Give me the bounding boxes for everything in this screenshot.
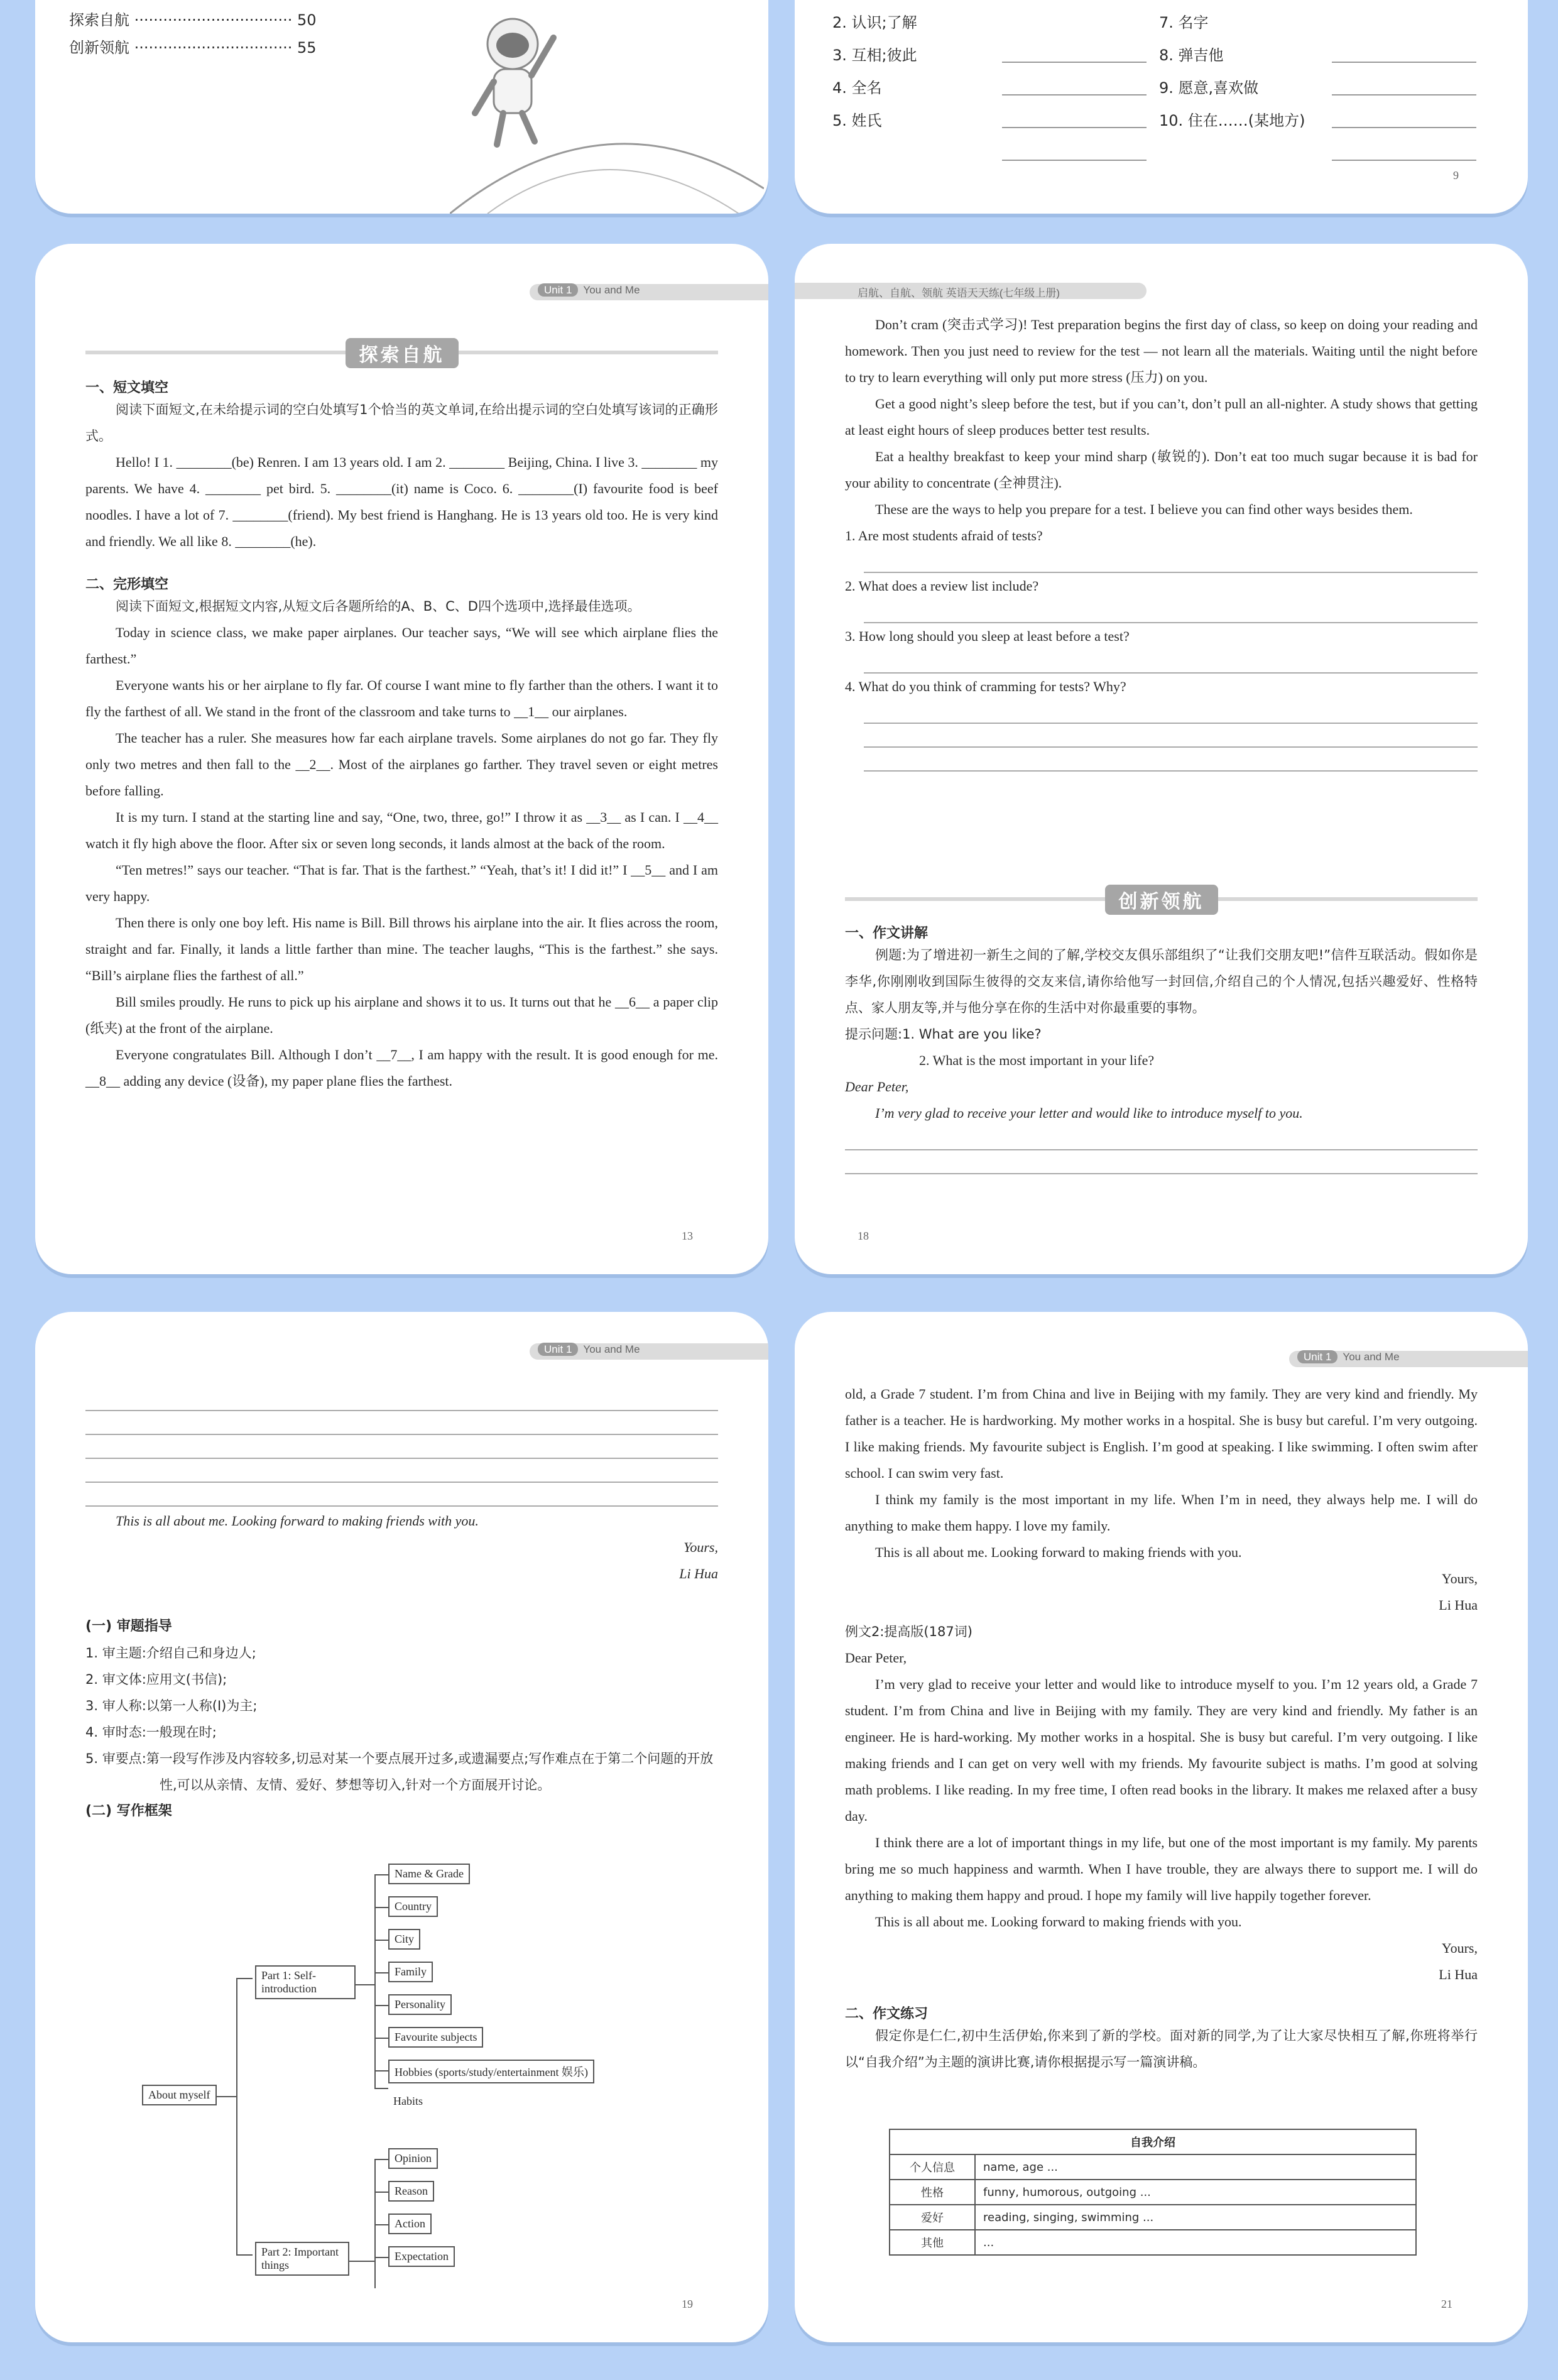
table-row: 性格 funny, humorous, outgoing ... (890, 2180, 1416, 2205)
table-title: 自我介绍 (890, 2129, 1416, 2154)
banner-label: 创新领航 (1105, 885, 1218, 915)
tree-leaf: Action (388, 2214, 432, 2234)
frame-title: (二) 写作框架 (85, 1803, 172, 1819)
paragraph: Get a good night’s sleep before the test, but if you can’t, don’t pull an all-nighter. A study shows that getting at least eight hours of sleep produces better test results. (845, 396, 1478, 438)
yours: Yours, (1441, 1940, 1478, 1956)
page-vocab (795, 0, 1528, 214)
letter-opening: I’m very glad to receive your letter and would like to introduce myself to you. (875, 1105, 1303, 1121)
section-title: 一、作文讲解 (845, 925, 929, 941)
paragraph: This is all about me. Looking forward to making friends with you. (875, 1544, 1242, 1560)
answer-line[interactable] (864, 650, 1478, 674)
example-prompt: 例题:为了增进初一新生之间的了解,学校交友俱乐部组织了“让我们交朋友吧!”信件互联活动。假如你是李华,你刚刚收到国际生彼得的交友来信,请你给他写一封回信,介绍自己的个人情况,包括兴趣爱好、性格特点、家人朋友等,并与他分享在你的生活中对你最重要的事物。 (845, 947, 1478, 1015)
writing-line[interactable] (845, 1127, 1478, 1150)
writing-line[interactable] (85, 1483, 718, 1507)
signature: Li Hua (1439, 1597, 1478, 1613)
prompt-questions: 提示问题:1. What are you like? (845, 1027, 1042, 1042)
info-table (889, 2129, 1417, 2256)
writing-lines (85, 1387, 718, 1507)
paragraph: Today in science class, we make paper airplanes. Our teacher says, “We will see which airplane flies the farthest.” (85, 625, 718, 667)
toc-item: 探索自航 ································· 50 (69, 11, 317, 29)
paragraph: Then there is only one boy left. His name is Bill. Bill throws his airplane into the air. It flies across the room, straight and far. Finally, it lands a little farther than mine. The teacher laughs, “This is the farthest.” she says. “Bill’s airplane flies the farthest of all.” (85, 915, 718, 983)
paragraph: I’m very glad to receive your letter and would like to introduce myself to you. I’m 12 years old, a Grade 7 student. I’m from China and live in Beijing with my family. They are very kind and friendly. My father is an engineer. He is hard-working. My mother works in a hospital. She is busy but careful. I’m very outgoing. I like making friends and I can get on very well with my friends. My favourite subject is maths. I’m good at solving math problems. I like reading. In my free time, I often read books in the library. It makes me relaxed after a busy day. (845, 1676, 1478, 1824)
tree-part2: Part 2: Important things (255, 2242, 349, 2276)
vocab-right-lines (1332, 30, 1476, 161)
paragraph: I think there are a lot of important things in my life, but one of the most important is my family. My parents bring me so much happiness and warmth. When I have trouble, they are always there to support me. I will do anything to making them happy and proud. I hope my family will live happily together forever. (845, 1835, 1478, 1903)
answer-line[interactable] (864, 599, 1478, 623)
question: 3. How long should you sleep at least before a test? (845, 628, 1130, 644)
content (845, 312, 1478, 772)
writing-line[interactable] (85, 1459, 718, 1483)
tree-root: About myself (142, 2085, 217, 2105)
writing-line[interactable] (845, 1150, 1478, 1174)
paragraph: I think my family is the most important in my life. When I’m in need, they always help me. I will do anything to make them happy. I love my family. (845, 1492, 1478, 1534)
section-title: 一、短文填空 (85, 380, 169, 396)
content (85, 377, 718, 1094)
prompt-question-2: 2. What is the most important in your life? (919, 1052, 1155, 1068)
guide-item: 4. 审时态:一般现在时; (85, 1725, 217, 1740)
paragraph: It is my turn. I stand at the starting line and say, “One, two, three, go!” I throw it as __3__ as I can. I __4__ watch it fly high above the floor. After six or seven long seconds, it lands almost at the back of the room. (85, 809, 718, 851)
page-number: 18 (858, 1230, 869, 1242)
vocab-item: 8. 弹吉他 (1159, 46, 1224, 64)
tree-leaf: City (388, 1929, 420, 1950)
example2-title: 例文2:提高版(187词) (845, 1624, 972, 1639)
answer-line[interactable] (864, 700, 1478, 724)
tree-leaf: Reason (388, 2181, 434, 2202)
signature: Li Hua (1439, 1967, 1478, 1982)
instruction: 阅读下面短文,根据短文内容,从短文后各题所给的A、B、C、D四个选项中,选择最佳选项。 (116, 599, 641, 614)
banner-chuangxin (845, 885, 1478, 912)
vocab-item: 3. 互相;彼此 (832, 46, 917, 64)
banner-label: 探索自航 (346, 338, 459, 368)
tree-leaf: Favourite subjects (388, 2027, 483, 2048)
answer-line[interactable] (864, 724, 1478, 748)
tree-leaf: Habits (388, 2092, 428, 2110)
page-toc (35, 0, 768, 214)
tree-leaf: Hobbies (sports/study/entertainment 娱乐) (388, 2060, 594, 2083)
tree-part1: Part 1: Self-introduction (255, 1965, 356, 1999)
vocab-right (1159, 6, 1305, 137)
paragraph: These are the ways to help you prepare for a test. I believe you can find other ways besides them. (875, 501, 1413, 517)
page-19 (35, 1312, 768, 2342)
tree-leaf: Family (388, 1962, 433, 1982)
vocab-item: 7. 名字 (1159, 14, 1209, 31)
salutation: Dear Peter, (845, 1650, 907, 1666)
tree-leaf: Personality (388, 1994, 452, 2015)
table-row: 爱好 reading, singing, swimming ... (890, 2205, 1416, 2230)
guide-item: 1. 审主题:介绍自己和身边人; (85, 1646, 256, 1661)
tree-leaf: Name & Grade (388, 1864, 470, 1884)
tree-leaf: Country (388, 1896, 438, 1917)
closing: This is all about me. Looking forward to making friends with you. (116, 1513, 479, 1529)
question: 2. What does a review list include? (845, 578, 1039, 594)
vocab-item: 10. 住在……(某地方) (1159, 112, 1305, 129)
vocab-item: 9. 愿意,喜欢做 (1159, 79, 1259, 97)
guide-item: 5. 审要点:第一段写作涉及内容较多,切忌对某一个要点展开过多,或遗漏要点;写作难点在于第二个问题的开放性,可以从亲情、友情、爱好、梦想等切入,针对一个方面展开讨论。 (85, 1751, 714, 1793)
vocab-item: 2. 认识;了解 (832, 14, 917, 31)
series-header: 启航、自航、领航 英语天天练(七年级上册) (858, 287, 1060, 299)
salutation: Dear Peter, (845, 1079, 909, 1094)
question: 1. Are most students afraid of tests? (845, 528, 1043, 543)
yours: Yours, (1441, 1571, 1478, 1586)
astronaut-illustration (450, 0, 764, 214)
page-21 (795, 1312, 1528, 2342)
instruction: 阅读下面短文,在未给提示词的空白处填写1个恰当的英文单词,在给出提示词的空白处填写该词的正确形式。 (85, 402, 718, 444)
unit-tag: Unit 1 You and Me (1297, 1351, 1400, 1363)
page-number: 21 (1441, 2298, 1452, 2310)
paragraph: This is all about me. Looking forward to making friends with you. (875, 1914, 1242, 1930)
banner-tansuo (85, 338, 718, 366)
guide-title: (一) 审题指导 (85, 1619, 172, 1634)
unit-tag: Unit 1 You and Me (538, 1343, 640, 1356)
tree-leaf: Expectation (388, 2246, 455, 2267)
yours: Yours, (684, 1539, 718, 1555)
content (845, 1381, 1478, 2075)
vocab-left-lines (1002, 30, 1147, 161)
letter-closing (85, 1508, 718, 1587)
vocab-left (832, 6, 917, 137)
vocab-item: 5. 姓氏 (832, 112, 882, 129)
answer-line[interactable] (864, 748, 1478, 772)
paragraph: The teacher has a ruler. She measures how far each airplane travels. Some airplanes do not go far. They fly only two metres and then fall to the __2__. Most of the airplanes go farther. They travel seven or eight metres before falling. (85, 730, 718, 799)
section-title: 二、作文练习 (845, 2006, 929, 2022)
toc-item: 创新领航 ································· 55 (69, 39, 317, 57)
page-13 (35, 244, 768, 1274)
signature: Li Hua (679, 1566, 718, 1581)
answer-line[interactable] (864, 549, 1478, 573)
question: 4. What do you think of cramming for tests? Why? (845, 679, 1126, 694)
toc-list (69, 6, 317, 62)
page-18 (795, 244, 1528, 1274)
guide (85, 1613, 718, 1825)
paragraph: Hello! I 1. ________(be) Renren. I am 13 years old. I am 2. ________ Beijing, China. I live 3. ________ my parents. We have 4. ________ pet bird. 5. ________(it) name is Coco. 6. ________(I) favourite food is beef noodles. I have a lot of 7. ________(friend). My best friend is Hanghang. He is 13 years old too. He is very kind and friendly. We all like 8. ________(he). (85, 454, 718, 549)
guide-item: 2. 审文体:应用文(书信); (85, 1672, 227, 1687)
section-title: 二、完形填空 (85, 577, 169, 592)
tree-leaf: Opinion (388, 2148, 438, 2169)
paragraph: Everyone wants his or her airplane to fly far. Of course I want mine to fly farther than the others. I want it to fly the farthest of all. We stand in the front of the classroom and take turns to __1__ our airplanes. (85, 677, 718, 719)
paragraph: Don’t cram (突击式学习)! Test preparation begins the first day of class, so keep on doing your reading and homework. Then you just need to review for the test — not learn all the materials. Waiting until the night before to try to learn everything will only put more stress (压力) on you. (845, 317, 1478, 385)
page-number: 9 (1453, 169, 1459, 182)
paragraph: Bill smiles proudly. He runs to pick up his airplane and shows it to us. It turns out that he __6__ a paper clip (纸夹) at the front of the airplane. (85, 994, 718, 1036)
content-essay (845, 922, 1478, 1174)
table-row: 其他 ... (890, 2230, 1416, 2255)
unit-tag: Unit 1 You and Me (538, 284, 640, 297)
vocab-item: 4. 全名 (832, 79, 882, 97)
page-number: 19 (682, 2298, 693, 2310)
writing-line[interactable] (85, 1435, 718, 1459)
writing-line[interactable] (85, 1387, 718, 1411)
paragraph: Eat a healthy breakfast to keep your mind sharp (敏锐的). Don’t eat too much sugar because it is bad for your ability to concentrate (全神贯注). (845, 449, 1478, 491)
paragraph: Everyone congratulates Bill. Although I don’t __7__, I am happy with the result. It is good enough for me. __8__ adding any device (设备), my paper plane flies the farthest. (85, 1047, 718, 1089)
table-row: 个人信息 name, age ... (890, 2154, 1416, 2180)
section-instruction: 假定你是仁仁,初中生活伊始,你来到了新的学校。面对新的同学,为了让大家尽快相互了解,你班将举行以“自我介绍”为主题的演讲比赛,请你根据提示写一篇演讲稿。 (845, 2028, 1478, 2070)
guide-item: 3. 审人称:以第一人称(I)为主; (85, 1698, 258, 1713)
page-number: 13 (682, 1230, 693, 1242)
paragraph: old, a Grade 7 student. I’m from China and live in Beijing with my family. They are very kind and friendly. My father is a teacher. He is hardworking. My mother works in a hospital. She is busy but careful. I’m very outgoing. I like making friends. My favourite subject is English. I’m good at speaking. I like swimming. I often swim after school. I can swim very fast. (845, 1386, 1478, 1481)
writing-line[interactable] (85, 1411, 718, 1435)
paragraph: “Ten metres!” says our teacher. “That is far. That is the farthest.” “Yeah, that’s it! I did it!” I __5__ and I am very happy. (85, 862, 718, 904)
